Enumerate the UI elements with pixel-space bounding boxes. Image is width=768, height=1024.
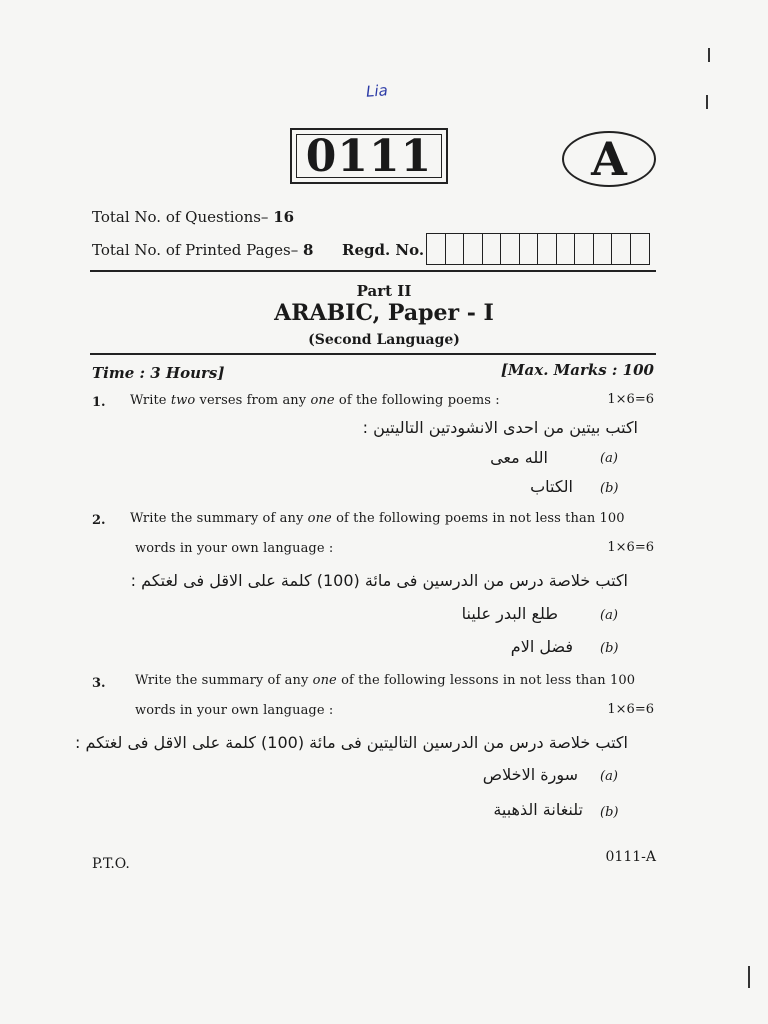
set-letter-badge <box>562 131 656 187</box>
option-letter: (b) <box>600 481 619 496</box>
q3-text-part: of the following lessons in not less than 100 <box>336 673 636 688</box>
arabic-instruction: اكتب خلاصة درس من الدرسين فى مائة (100) كلمة على الاقل فى لغتكم : <box>130 571 628 590</box>
title-divider <box>90 353 656 355</box>
regd-digit-box[interactable] <box>501 234 520 264</box>
paper-code-footer: 0111-A <box>605 849 656 865</box>
question-marks: 1×6=6 <box>607 540 654 555</box>
total-pages-label: Total No. of Printed Pages– <box>92 241 299 259</box>
option-text: طلع البدر علينا <box>461 604 558 623</box>
question-text-line2: words in your own language : <box>135 703 334 718</box>
margin-mark <box>748 966 750 988</box>
regd-digit-box[interactable] <box>557 234 576 264</box>
question-marks: 1×6=6 <box>607 392 654 407</box>
regd-digit-box[interactable] <box>483 234 502 264</box>
q3-emphasis: one <box>312 673 337 688</box>
paper-code: 0111 <box>296 134 442 178</box>
option-text: تلنغانة الذهبية <box>493 800 583 819</box>
q1-text-part: verses from any <box>195 393 311 408</box>
option-text: الكتاب <box>530 477 573 496</box>
option-letter: (a) <box>600 451 618 466</box>
option-letter: (b) <box>600 641 619 656</box>
paper-title: ARABIC, Paper - I <box>274 300 494 326</box>
set-letter: A <box>591 132 627 186</box>
total-questions-label: Total No. of Questions– <box>92 208 269 226</box>
question-number: 2. <box>92 513 106 528</box>
question-text-line2: words in your own language : <box>135 541 334 556</box>
regd-digit-box[interactable] <box>427 234 446 264</box>
question-text <box>130 393 500 408</box>
question-text <box>130 511 660 526</box>
margin-mark <box>708 48 710 62</box>
question-text <box>135 673 660 688</box>
header-divider <box>90 270 656 272</box>
language-label: (Second Language) <box>308 332 460 348</box>
question-number: 3. <box>92 676 106 691</box>
total-questions-value: 16 <box>273 208 295 226</box>
regd-digit-box[interactable] <box>612 234 631 264</box>
question-marks: 1×6=6 <box>607 702 654 717</box>
regd-digit-box[interactable] <box>631 234 650 264</box>
regd-digit-box[interactable] <box>464 234 483 264</box>
regd-digit-box[interactable] <box>594 234 613 264</box>
q3-text-part: Write the summary of any <box>135 673 313 688</box>
q1-emphasis: two <box>170 393 196 408</box>
q2-text-part: of the following poems in not less than 100 <box>331 511 625 526</box>
handwritten-note: Lia <box>365 81 389 101</box>
option-letter: (a) <box>600 769 618 784</box>
option-letter: (b) <box>600 805 619 820</box>
regd-digit-box[interactable] <box>538 234 557 264</box>
q2-emphasis: one <box>307 511 332 526</box>
pto-label: P.T.O. <box>92 856 130 872</box>
regd-digit-box[interactable] <box>575 234 594 264</box>
arabic-instruction: اكتب بيتين من احدى الانشودتين التاليتين : <box>362 418 638 437</box>
total-pages-value: 8 <box>303 241 314 259</box>
total-pages <box>92 241 313 259</box>
q1-text-part: Write <box>130 393 171 408</box>
regd-digit-box[interactable] <box>446 234 465 264</box>
max-marks: [Max. Marks : 100 <box>500 361 654 379</box>
q2-text-part: Write the summary of any <box>130 511 308 526</box>
part-label: Part II <box>356 282 412 300</box>
margin-mark <box>706 95 708 109</box>
regd-label: Regd. No. <box>342 241 425 259</box>
regd-number-boxes[interactable] <box>426 233 650 265</box>
regd-digit-box[interactable] <box>520 234 539 264</box>
q1-text-part: of the following poems : <box>334 393 500 408</box>
option-text: فضل الام <box>510 637 573 656</box>
paper-code-box <box>290 128 448 184</box>
option-text: الله معى <box>490 448 548 467</box>
total-questions <box>92 208 294 226</box>
option-letter: (a) <box>600 608 618 623</box>
option-text: سورة الاخلاص <box>482 765 578 784</box>
arabic-instruction: اكتب خلاصة درس من الدرسين التاليتين فى مائة (100) كلمة على الاقل فى لغتكم : <box>75 733 628 752</box>
question-number: 1. <box>92 395 106 410</box>
exam-time: Time : 3 Hours] <box>92 364 225 382</box>
q1-emphasis: one <box>310 393 335 408</box>
